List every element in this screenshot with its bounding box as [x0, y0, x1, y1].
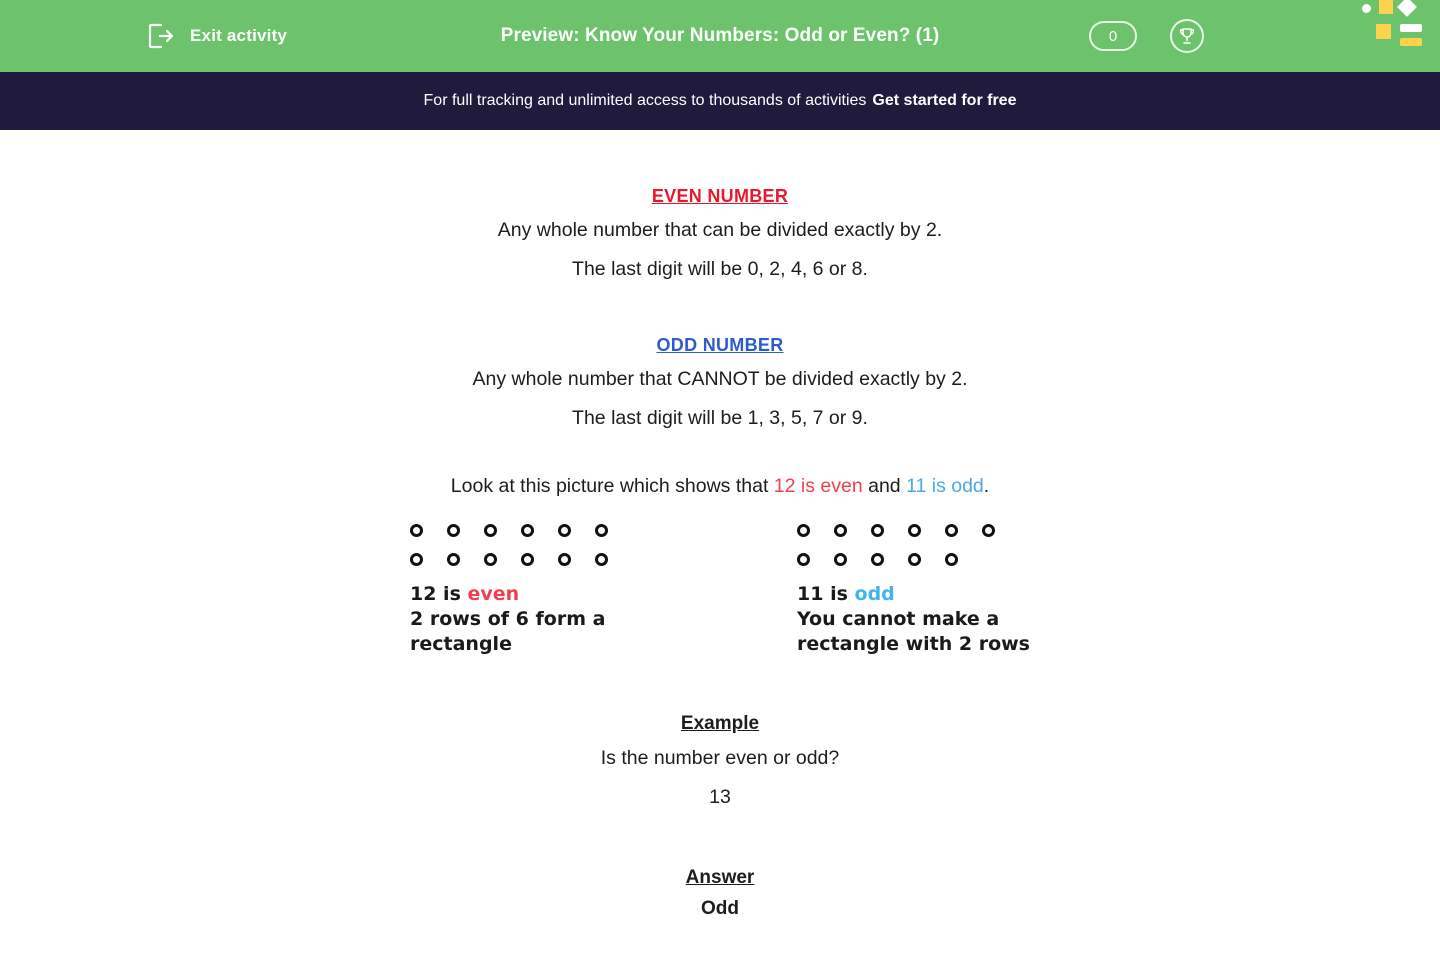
even-caption: [410, 582, 608, 657]
even-number-heading: EVEN NUMBER: [651, 186, 789, 206]
look-at-picture-sentence: [0, 471, 1440, 502]
top-bar: [0, 0, 1440, 72]
dot: [871, 524, 884, 537]
dot: [945, 553, 958, 566]
look-even-phrase: 12 is even: [773, 475, 863, 497]
odd-caption: [797, 582, 1030, 657]
dot: [521, 553, 534, 566]
dot: [484, 553, 497, 566]
dot: [484, 524, 497, 537]
even-definition-line-2: The last digit will be 0, 2, 4, 6 or 8.: [572, 258, 868, 280]
dot: [447, 553, 460, 566]
dot-row: [410, 553, 608, 566]
odd-definition-line-1: Any whole number that CANNOT be divided exactly by 2.: [472, 368, 968, 390]
activity-content: [0, 186, 1440, 956]
dot: [834, 553, 847, 566]
dot: [797, 553, 810, 566]
even-caption-prefix: 12 is: [410, 583, 468, 605]
odd-caption-prefix: 11 is: [797, 583, 855, 605]
dot: [871, 553, 884, 566]
look-middle: and: [862, 475, 907, 497]
dot: [410, 553, 423, 566]
dot: [410, 524, 423, 537]
promo-text: For full tracking and unlimited access to thousands of activities: [423, 92, 867, 109]
look-prefix: Look at this picture which shows that: [450, 475, 774, 497]
dot-row: [797, 553, 1030, 566]
even-caption-line-3: rectangle: [410, 633, 512, 655]
dot: [595, 553, 608, 566]
exit-activity-label: Exit activity: [190, 26, 288, 45]
answer-value: Odd: [701, 898, 739, 919]
dot: [521, 524, 534, 537]
even-caption-keyword: even: [467, 583, 520, 605]
even-dot-group: [410, 524, 608, 657]
look-odd-phrase: 11 is odd: [906, 475, 984, 497]
odd-number-heading: ODD NUMBER: [656, 335, 784, 355]
even-definition-line-1: Any whole number that can be divided exactly by 2.: [497, 219, 943, 241]
dot: [558, 553, 571, 566]
trophy-button[interactable]: [1170, 19, 1204, 53]
example-number: 13: [709, 786, 731, 808]
score-badge[interactable]: [1089, 21, 1137, 51]
answer-heading: Answer: [685, 867, 755, 888]
example-question: Is the number even or odd?: [600, 747, 840, 769]
odd-definition-line-2: The last digit will be 1, 3, 5, 7 or 9.: [572, 407, 868, 429]
odd-caption-keyword: odd: [854, 583, 895, 605]
odd-dot-group: [797, 524, 1030, 657]
dot: [945, 524, 958, 537]
odd-caption-line-2: You cannot make a: [797, 608, 1000, 630]
score-value: 0: [1108, 27, 1118, 45]
odd-caption-line-3: rectangle with 2 rows: [797, 633, 1030, 655]
get-started-link[interactable]: Get started for free: [872, 92, 1017, 109]
even-caption-line-2: 2 rows of 6 form a: [410, 608, 606, 630]
dot: [797, 524, 810, 537]
example-heading: Example: [680, 713, 760, 734]
page-title: Preview: Know Your Numbers: Odd or Even? (1): [500, 25, 940, 46]
dot: [558, 524, 571, 537]
brand-logo: [1362, 0, 1426, 72]
dot: [908, 553, 921, 566]
dot-row: [797, 524, 1030, 537]
dot-row: [410, 524, 608, 537]
dot: [595, 524, 608, 537]
dot: [982, 524, 995, 537]
odd-even-dots-illustration: [410, 524, 1030, 657]
dot: [447, 524, 460, 537]
dot: [834, 524, 847, 537]
look-suffix: .: [983, 475, 990, 497]
dot: [908, 524, 921, 537]
promo-bar: [0, 72, 1440, 130]
trophy-icon: [1177, 26, 1197, 46]
